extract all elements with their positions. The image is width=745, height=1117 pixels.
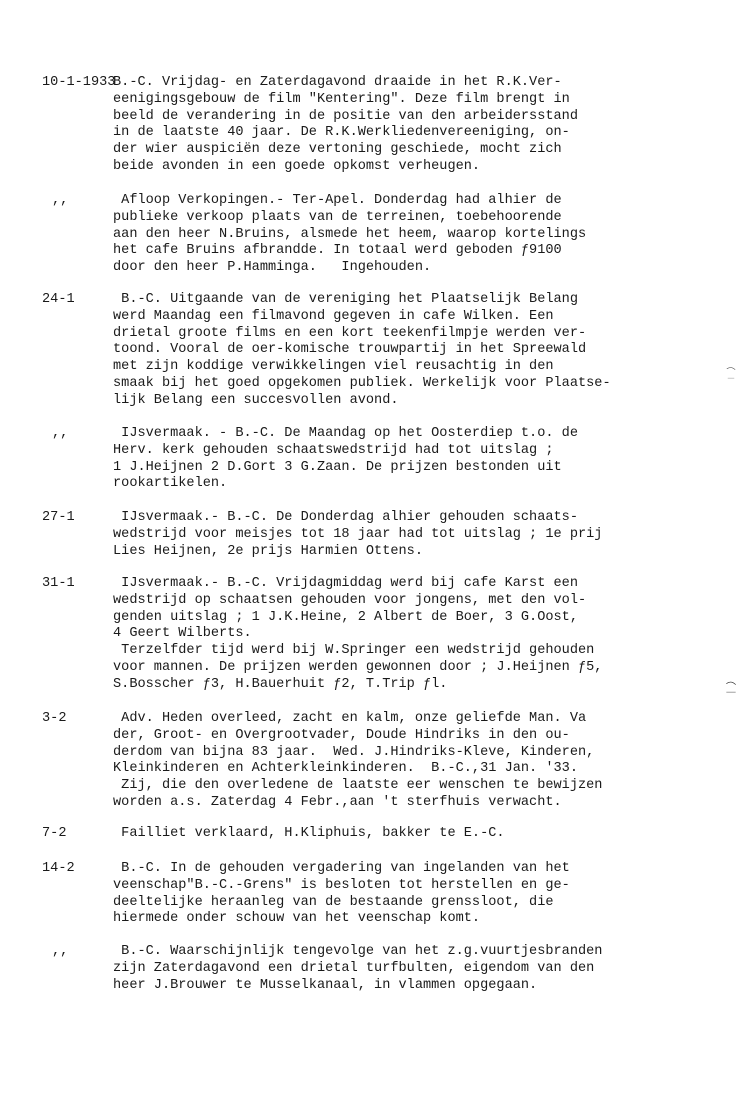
punch-hole-mark-icon bbox=[720, 366, 742, 380]
text-line: B.-C. Uitgaande van de vereniging het Plaatselijk Belang bbox=[113, 292, 578, 307]
entry-date: 24-1 bbox=[42, 292, 75, 307]
text-line: beide avonden in een goede opkomst verheugen. bbox=[113, 158, 481, 174]
text-line: Lies Heijnen, 2e prijs Harmien Ottens. bbox=[113, 543, 423, 559]
entry-date: 10-1-1933 bbox=[42, 75, 116, 90]
text-line: worden a.s. Zaterdag 4 Febr.,aan 't sterfhuis verwacht. bbox=[113, 794, 562, 810]
entry-text bbox=[113, 826, 713, 843]
text-line: Herv. kerk gehouden schaatswedstrijd had tot uitslag ; bbox=[113, 442, 554, 458]
text-line: Adv. Heden overleed, zacht en kalm, onze geliefde Man. Va bbox=[113, 711, 587, 726]
text-line: heer J.Brouwer te Musselkanaal, in vlammen opgegaan. bbox=[113, 977, 538, 993]
entry-text bbox=[113, 711, 713, 812]
text-line: deeltelijke heraanleg van de bestaande grenssloot, die bbox=[113, 894, 554, 910]
entry-text bbox=[113, 292, 713, 410]
text-line: door den heer P.Hamminga. Ingehouden. bbox=[113, 260, 432, 276]
entry-date: ,, bbox=[52, 193, 69, 208]
text-line: aan den heer N.Bruins, alsmede het heem, waarop kortelings bbox=[113, 226, 587, 242]
text-line: met zijn koddige verwikkelingen viel reusachtig in den bbox=[113, 359, 554, 375]
entry-text bbox=[113, 75, 713, 176]
punch-hole-mark-icon bbox=[720, 680, 742, 694]
entry-text bbox=[113, 510, 713, 560]
text-line: derdom van bijna 83 jaar. Wed. J.Hindriks-Kleve, Kinderen, bbox=[113, 744, 595, 760]
text-line: B.-C. In de gehouden vergadering van ingelanden van het bbox=[113, 861, 570, 876]
text-line: wedstrijd voor meisjes tot 18 jaar had tot uitslag ; 1e prij bbox=[113, 526, 603, 542]
entry-date: 7-2 bbox=[42, 826, 67, 841]
text-line: B.-C. Vrijdag- en Zaterdagavond draaide in het R.K.Ver- bbox=[113, 75, 562, 90]
entry-text bbox=[113, 861, 713, 928]
entry-date: 14-2 bbox=[42, 861, 75, 876]
text-line: Failliet verklaard, H.Kliphuis, bakker te E.-C. bbox=[113, 826, 505, 841]
entry-text bbox=[113, 426, 713, 493]
entry-date: 3-2 bbox=[42, 711, 67, 726]
text-line: publieke verkoop plaats van de terreinen, toebehoorende bbox=[113, 209, 562, 225]
text-line: hiermede onder schouw van het veenschap komt. bbox=[113, 911, 481, 927]
text-line: voor mannen. De prijzen werden gewonnen door ; J.Heijnen ƒ5, bbox=[113, 659, 603, 675]
text-line: der, Groot- en Overgrootvader, Doude Hindriks in den ou- bbox=[113, 727, 570, 743]
entry-date: 31-1 bbox=[42, 576, 75, 591]
text-line: toond. Vooral de oer-komische trouwpartij in het Spreewald bbox=[113, 342, 587, 358]
text-line: der wier auspiciën deze vertoning geschiede, mocht zich bbox=[113, 142, 562, 158]
text-line: drietal groote films en een kort teekenfilmpje werden ver- bbox=[113, 325, 587, 341]
text-line: veenschap"B.-C.-Grens" is besloten tot herstellen en ge- bbox=[113, 877, 570, 893]
text-line: Zij, die den overledene de laatste eer wenschen te bewijzen bbox=[113, 778, 603, 794]
text-line: het cafe Bruins afbrandde. In totaal werd geboden ƒ9100 bbox=[113, 243, 562, 259]
text-line: Afloop Verkopingen.- Ter-Apel. Donderdag had alhier de bbox=[113, 193, 562, 208]
entry-text bbox=[113, 576, 713, 694]
text-line: Kleinkinderen en Achterkleinkinderen. B.-C.,31 Jan. '33. bbox=[113, 761, 578, 777]
text-line: smaak bij het goed opgekomen publiek. Werkelijk voor Plaatse- bbox=[113, 375, 611, 391]
entry-date: 27-1 bbox=[42, 510, 75, 525]
entry-date: ,, bbox=[52, 944, 69, 959]
text-line: 1 J.Heijnen 2 D.Gort 3 G.Zaan. De prijzen bestonden uit bbox=[113, 459, 562, 475]
text-line: IJsvermaak.- B.-C. De Donderdag alhier gehouden schaats- bbox=[113, 510, 578, 525]
text-line: S.Bosscher ƒ3, H.Bauerhuit ƒ2, T.Trip ƒl. bbox=[113, 676, 448, 692]
text-line: in de laatste 40 jaar. De R.K.Werkliedenvereeniging, on- bbox=[113, 125, 570, 141]
entry-text bbox=[113, 193, 713, 277]
text-line: zijn Zaterdagavond een drietal turfbulten, eigendom van den bbox=[113, 960, 595, 976]
text-line: wedstrijd op schaatsen gehouden voor jongens, met den vol- bbox=[113, 592, 587, 608]
text-line: rookartikelen. bbox=[113, 476, 228, 492]
text-line: werd Maandag een filmavond gegeven in cafe Wilken. Een bbox=[113, 308, 554, 324]
text-line: genden uitslag ; 1 J.K.Heine, 2 Albert de Boer, 3 G.Oost, bbox=[113, 609, 578, 625]
text-line: 4 Geert Wilberts. bbox=[113, 626, 252, 642]
entry-text bbox=[113, 944, 713, 994]
text-line: beeld de verandering in de positie van den arbeidersstand bbox=[113, 108, 578, 124]
entry-date: ,, bbox=[52, 426, 69, 441]
text-line: IJsvermaak.- B.-C. Vrijdagmiddag werd bij cafe Karst een bbox=[113, 576, 578, 591]
text-line: B.-C. Waarschijnlijk tengevolge van het z.g.vuurtjesbranden bbox=[113, 944, 603, 959]
text-line: IJsvermaak. - B.-C. De Maandag op het Oosterdiep t.o. de bbox=[113, 426, 578, 441]
text-line: eenigingsgebouw de film "Kentering". Deze film brengt in bbox=[113, 91, 570, 107]
text-line: Terzelfder tijd werd bij W.Springer een wedstrijd gehouden bbox=[113, 643, 595, 659]
text-line: lijk Belang een succesvollen avond. bbox=[113, 392, 399, 408]
